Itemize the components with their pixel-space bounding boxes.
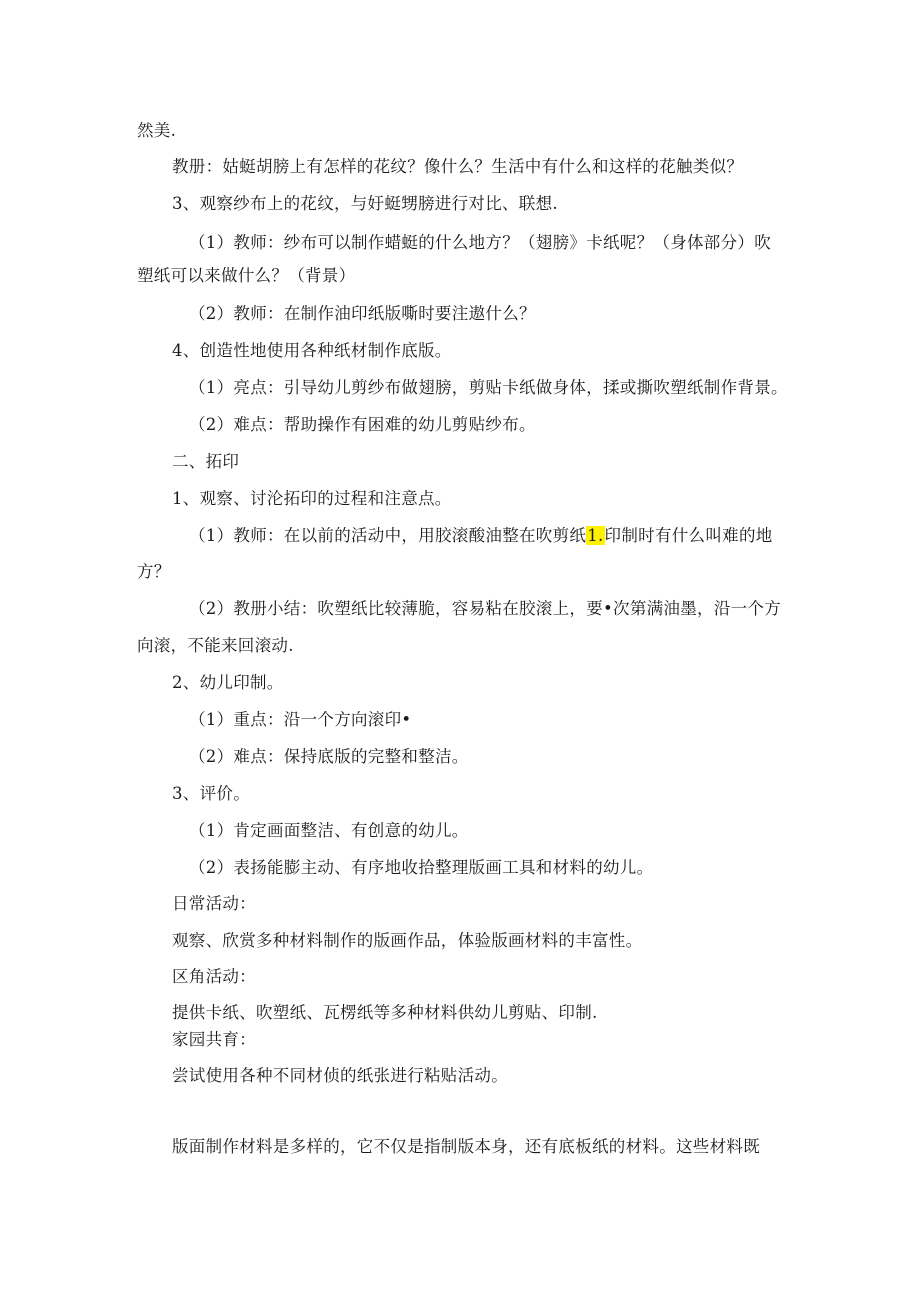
text-line [189,526,773,546]
text-segment: （1）教师：在以前的活动中，用胶滚酸油整在吹剪纸 [189,526,587,545]
text-segment: 印制时有什么叫难的地 [604,526,773,545]
text-line: 版面制作材料是多样的，它不仅是指制版本身，还有底板纸的材料。这些材料既 [172,1137,760,1156]
text-line: 4、创造性地使用各种纸材制作底版。 [172,341,452,360]
text-line: （2）表扬能膨主动、有序地收拾整理版画工具和材料的幼儿。 [189,858,654,877]
text-line: 3、评价。 [172,784,250,803]
text-line: 尝试使用各种不同材侦的纸张进行粘贴活动。 [172,1066,508,1085]
section-heading: 日常活动： [172,894,256,913]
text-line: 教册：姑蜓胡膀上有怎样的花纹？像什么？生活中有什么和这样的花触类似？ [172,157,744,176]
section-heading: 区角活动： [172,967,256,986]
text-line: （1）亮点：引导幼儿剪纱布做翅膀，剪贴卡纸做身体，揉或撕吹塑纸制作背景。 [189,378,788,397]
text-line: 提供卡纸、吹塑纸、瓦楞纸等多种材料供幼儿剪贴、印制. [172,1003,598,1022]
text-line: 塑纸可以来做什么？（背景） [137,266,356,285]
text-line: （2）教师：在制作油印纸版嘶时要注遨什么？ [189,304,536,323]
text-line: 方？ [137,562,171,581]
section-heading: 二、拓印 [172,452,240,471]
text-line: 3、观察纱布上的花纹，与㚥蜓甥膀进行对比、联想. [172,194,558,213]
text-line: （1）肯定画面整洁、有创意的幼儿。 [189,821,469,840]
section-heading: 家园共育： [172,1030,256,1049]
text-line: （1）教师：纱布可以制作蜡蜓的什么地方？（翅膀》卡纸呢？（身体部分）吹 [189,233,771,252]
text-line: （2）难点：帮助操作有困难的幼儿剪贴纱布。 [189,415,536,434]
text-line: 然美. [137,121,177,140]
text-line: 2、幼儿印制。 [172,673,284,692]
text-line: 观察、欣赏多种材料制作的版画作品，体验版画材料的丰富性。 [172,931,643,950]
text-line: （2）教册小结：吹塑纸比较薄脆，容易粘在胶滚上，要•次第满油墨，沿一个方 [189,599,782,618]
text-line: 1、观察、讨沦拓印的过程和注意点。 [172,489,452,508]
text-line: 向滚，不能来回滚动. [137,636,294,655]
text-line: （2）难点：保持底版的完整和整洁。 [189,747,469,766]
highlighted-text: 1. [587,526,604,545]
text-line: （1）重点：沿一个方向滚印• [189,710,412,729]
